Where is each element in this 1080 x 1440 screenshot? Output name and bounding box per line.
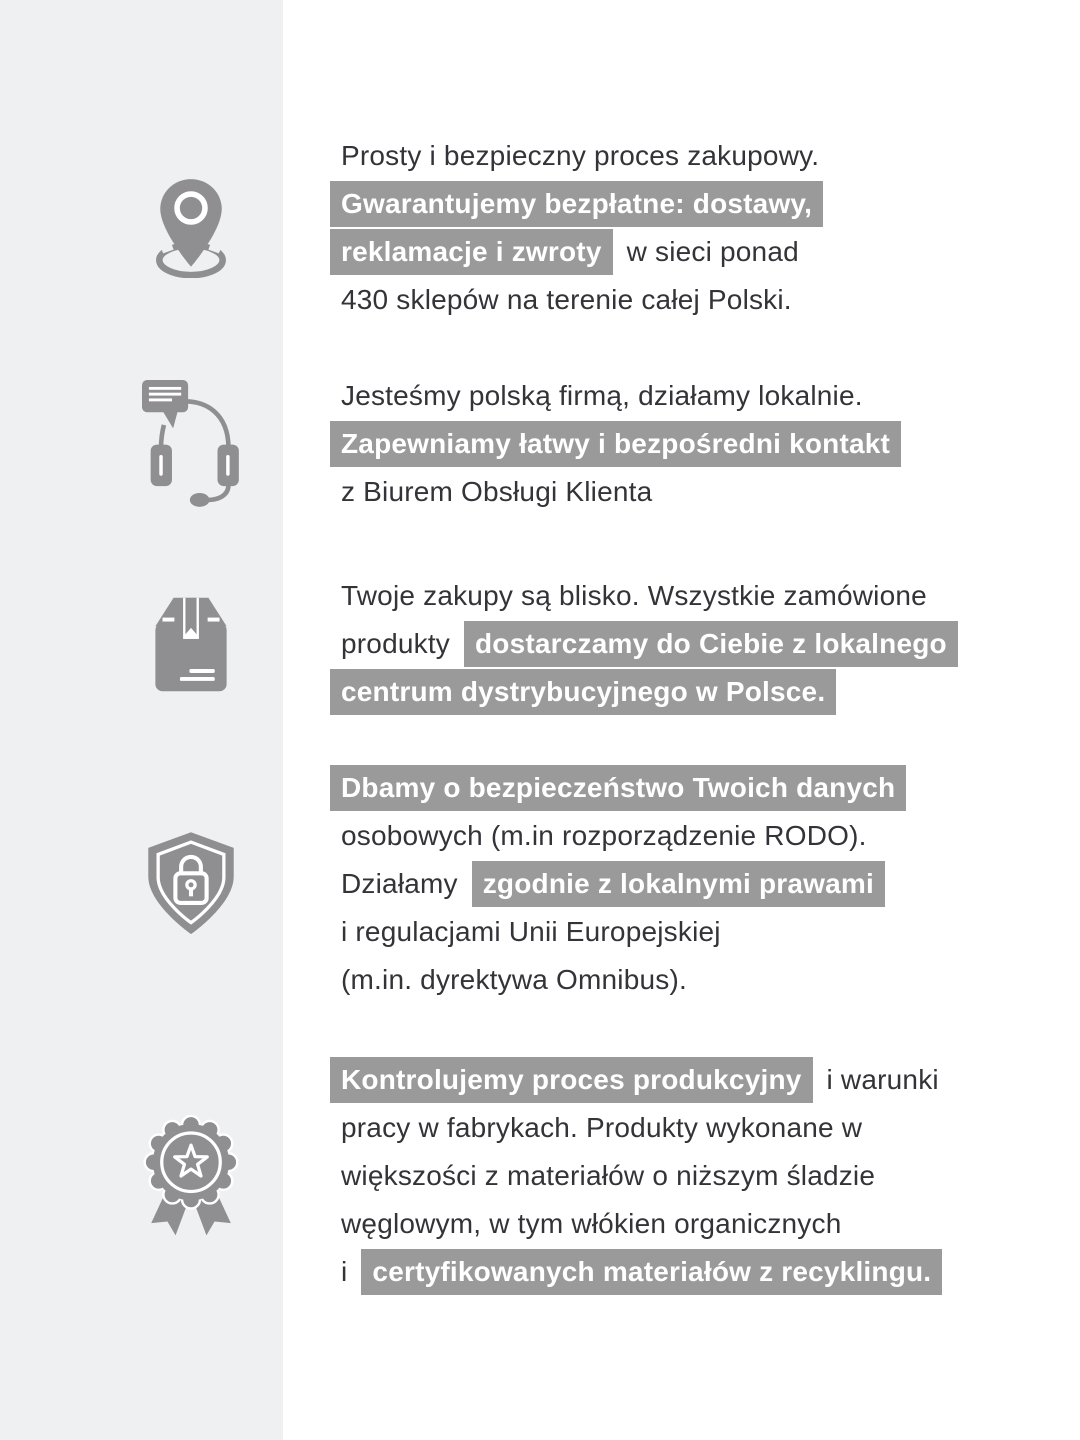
package-icon — [153, 596, 229, 693]
text-line — [341, 620, 958, 668]
text-line — [341, 468, 901, 516]
text-line — [341, 668, 958, 716]
text-segment: Prosty i bezpieczny proces zakupowy. — [341, 140, 820, 171]
text-line — [341, 956, 906, 1004]
benefit-row-stores — [0, 132, 1080, 324]
text-line — [341, 812, 906, 860]
text-line — [341, 1248, 942, 1296]
highlighted-segment: Dbamy o bezpieczeństwo Twoich danych — [330, 765, 906, 811]
text-segment: (m.in. dyrektywa Omnibus). — [341, 964, 687, 995]
text-line — [341, 276, 823, 324]
text-line — [341, 372, 901, 420]
text-segment: Jesteśmy polską firmą, działamy lokalnie. — [341, 380, 863, 411]
benefit-text-stores — [341, 132, 823, 324]
benefit-text-security — [341, 764, 906, 1004]
benefit-row-production — [0, 1056, 1080, 1296]
text-line — [341, 132, 823, 180]
benefit-text-delivery — [341, 572, 958, 716]
icon-cell — [0, 1115, 283, 1237]
icon-cell — [0, 179, 283, 278]
highlighted-segment: zgodnie z lokalnymi prawami — [472, 861, 885, 907]
text-segment: i regulacjami Unii Europejskiej — [341, 916, 721, 947]
icon-cell — [0, 380, 283, 508]
icon-cell — [0, 596, 283, 693]
text-segment: osobowych (m.in rozporządzenie RODO). — [341, 820, 867, 851]
text-segment: większości z materiałów o niższym śladzie — [341, 1160, 876, 1191]
icon-cell — [0, 832, 283, 936]
text-line — [341, 572, 958, 620]
text-segment: i — [341, 1256, 348, 1287]
text-line — [341, 1200, 942, 1248]
text-segment: produkty — [341, 628, 450, 659]
text-line — [341, 1152, 942, 1200]
benefit-row-delivery — [0, 572, 1080, 716]
benefit-text-production — [341, 1056, 942, 1296]
text-segment: Działamy — [341, 868, 458, 899]
text-line — [341, 1056, 942, 1104]
text-segment: z Biurem Obsługi Klienta — [341, 476, 653, 507]
text-line — [341, 180, 823, 228]
text-line — [341, 228, 823, 276]
highlighted-segment: dostarczamy do Ciebie z lokalnego — [464, 621, 958, 667]
highlighted-segment: reklamacje i zwroty — [330, 229, 613, 275]
text-line — [341, 420, 901, 468]
text-line — [341, 860, 906, 908]
benefit-row-contact — [0, 372, 1080, 516]
text-segment: w sieci ponad — [626, 236, 799, 267]
text-segment: pracy w fabrykach. Produkty wykonane w — [341, 1112, 863, 1143]
highlighted-segment: certyfikowanych materiałów z recyklingu. — [361, 1249, 942, 1295]
highlighted-segment: Kontrolujemy proces produkcyjny — [330, 1057, 813, 1103]
highlighted-segment: Gwarantujemy bezpłatne: dostawy, — [330, 181, 823, 227]
highlighted-segment: Zapewniamy łatwy i bezpośredni kontakt — [330, 421, 901, 467]
text-line — [341, 908, 906, 956]
text-line — [341, 1104, 942, 1152]
benefit-row-security — [0, 764, 1080, 1004]
headset-chat-icon — [142, 380, 240, 508]
text-segment: i warunki — [826, 1064, 939, 1095]
text-segment: węglowym, w tym włókien organicznych — [341, 1208, 842, 1239]
text-segment: Twoje zakupy są blisko. Wszystkie zamówione — [341, 580, 927, 611]
text-segment: 430 sklepów na terenie całej Polski. — [341, 284, 792, 315]
award-badge-icon — [139, 1115, 243, 1237]
highlighted-segment: centrum dystrybucyjnego w Polsce. — [330, 669, 836, 715]
benefit-text-contact — [341, 372, 901, 516]
text-line — [341, 764, 906, 812]
location-pin-icon — [150, 179, 232, 278]
shield-lock-icon — [145, 832, 237, 936]
